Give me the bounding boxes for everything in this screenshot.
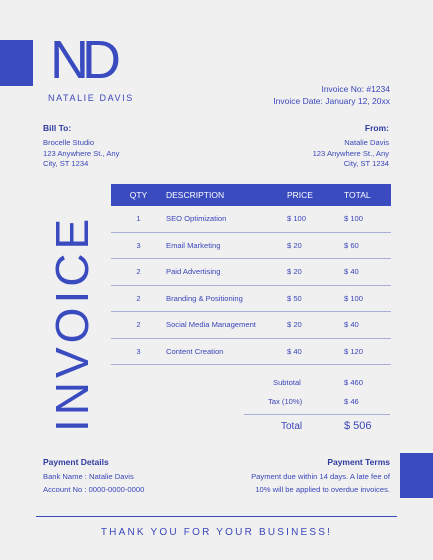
payment-details-heading: Payment Details <box>43 457 109 467</box>
cell-price: $ 40 <box>287 338 344 365</box>
table-row <box>111 232 391 259</box>
cell-description: Branding & Positioning <box>166 285 287 312</box>
invoice-date: Invoice Date: January 12, 20xx <box>273 96 390 106</box>
payment-terms-heading: Payment Terms <box>327 457 390 467</box>
table-header-row <box>111 184 391 206</box>
cell-description: Email Marketing <box>166 232 287 259</box>
bill-to-heading: Bill To: <box>43 123 72 133</box>
table-row <box>111 259 391 286</box>
cell-qty: 1 <box>111 206 166 232</box>
cell-qty: 2 <box>111 285 166 312</box>
table-row <box>111 285 391 312</box>
payment-details-block <box>43 457 144 495</box>
cell-price: $ 20 <box>287 259 344 286</box>
bank-name: Bank Name : Natalie Davis <box>43 472 134 481</box>
header-description: DESCRIPTION <box>166 184 287 206</box>
invoice-number: Invoice No: #1234 <box>321 84 390 94</box>
cell-description: SEO Optimization <box>166 206 287 232</box>
cell-qty: 2 <box>111 259 166 286</box>
invoice-vertical-title: INVOICE <box>46 214 98 432</box>
header-qty: QTY <box>111 184 166 206</box>
tax-value: $ 46 <box>344 397 359 406</box>
from-line1: Natalie Davis <box>344 138 389 147</box>
cell-total: $ 40 <box>344 259 391 286</box>
payment-terms-line1: Payment due within 14 days. A late fee of <box>251 472 390 481</box>
cell-price: $ 100 <box>287 206 344 232</box>
account-number: Account No : 0000-0000-0000 <box>43 484 145 494</box>
table-row <box>111 338 391 365</box>
cell-description: Social Media Management <box>166 312 287 339</box>
cell-total: $ 100 <box>344 206 391 232</box>
footer-divider <box>36 516 397 517</box>
cell-qty: 2 <box>111 312 166 339</box>
accent-bar-bottom-right <box>400 453 433 498</box>
header-total: TOTAL <box>344 184 391 206</box>
from-heading: From: <box>364 123 389 133</box>
bill-to-block <box>43 123 119 170</box>
invoice-meta <box>273 83 390 107</box>
cell-price: $ 20 <box>287 312 344 339</box>
logo-monogram: ND <box>50 30 114 90</box>
cell-qty: 3 <box>111 338 166 365</box>
cell-description: Paid Advertising <box>166 259 287 286</box>
payment-terms-line2: 10% will be applied to overdue invoices. <box>255 484 390 494</box>
sender-name: NATALIE DAVIS <box>48 93 134 103</box>
from-block <box>313 123 389 170</box>
cell-qty: 3 <box>111 232 166 259</box>
total-label: Total <box>281 421 303 432</box>
header-price: PRICE <box>287 184 344 206</box>
table-row <box>111 312 391 339</box>
bill-to-line3: City, ST 1234 <box>43 159 89 168</box>
payment-terms-block <box>251 457 390 495</box>
accent-bar-top-left <box>0 40 33 86</box>
items-table <box>111 184 391 365</box>
cell-price: $ 20 <box>287 232 344 259</box>
subtotal-value: $ 460 <box>344 378 364 387</box>
from-line3: City, ST 1234 <box>343 159 389 168</box>
subtotal-label: Subtotal <box>273 378 301 387</box>
cell-total: $ 100 <box>344 285 391 312</box>
bill-to-line2: 123 Anywhere St., Any <box>43 148 120 158</box>
bill-to-line1: Brocelle Studio <box>43 138 95 147</box>
table-row <box>111 206 391 232</box>
from-line2: 123 Anywhere St., Any <box>312 148 389 158</box>
cell-description: Content Creation <box>166 338 287 365</box>
cell-total: $ 120 <box>344 338 391 365</box>
cell-total: $ 40 <box>344 312 391 339</box>
total-value: $ 506 <box>344 420 372 432</box>
thank-you-message: THANK YOU FOR YOUR BUSINESS! <box>100 527 333 538</box>
summary-divider <box>244 414 390 415</box>
tax-label: Tax (10%) <box>268 397 303 406</box>
cell-total: $ 60 <box>344 232 391 259</box>
cell-price: $ 50 <box>287 285 344 312</box>
